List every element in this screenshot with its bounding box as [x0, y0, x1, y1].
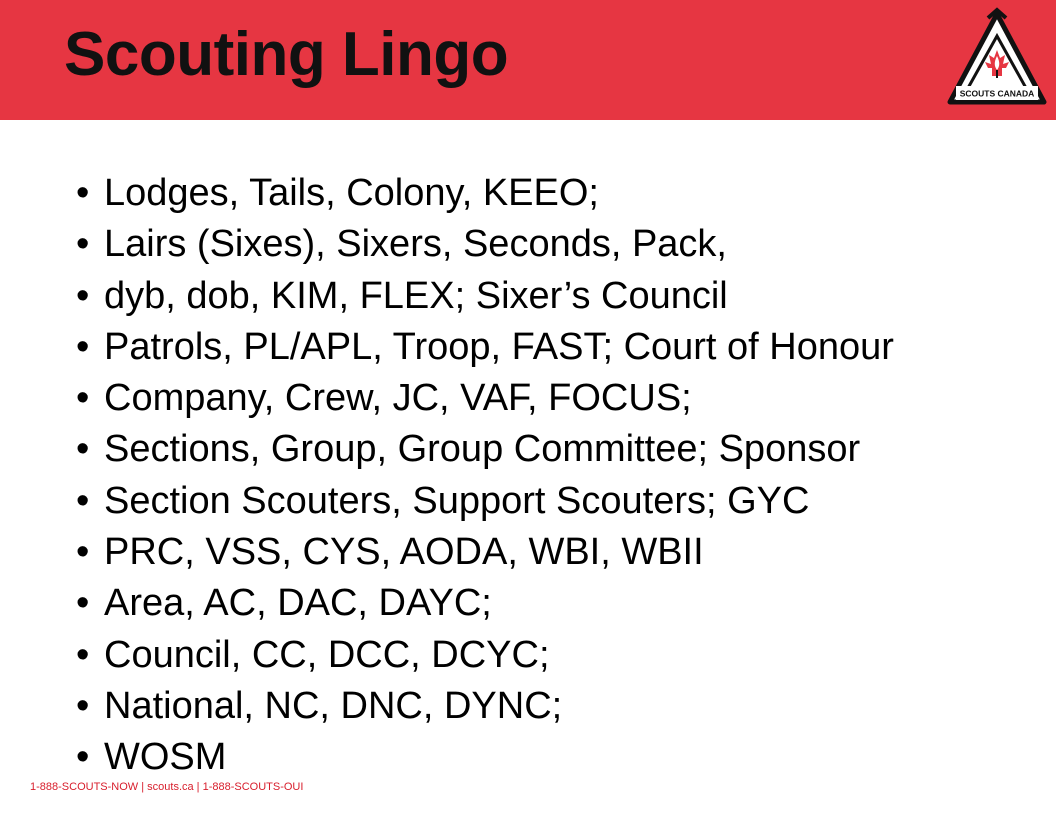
scouts-canada-logo-icon [944, 6, 1050, 112]
bullet-item [76, 322, 894, 373]
bullet-text: Council, CC, DCC, DCYC; [104, 633, 550, 676]
bullet-mark: • [76, 223, 90, 266]
bullet-item [76, 732, 894, 783]
bullet-mark: • [76, 428, 90, 471]
bullet-item [76, 630, 894, 681]
slide-title: Scouting Lingo [64, 20, 509, 89]
bullet-item [76, 424, 894, 475]
bullet-mark: • [76, 479, 90, 522]
bullet-item [76, 681, 894, 732]
bullet-mark: • [76, 274, 90, 317]
bullet-text: Section Scouters, Support Scouters; GYC [104, 479, 810, 522]
bullet-mark: • [76, 172, 90, 214]
bullet-text: Area, AC, DAC, DAYC; [104, 582, 492, 625]
bullet-list [76, 168, 894, 784]
bullet-text: Patrols, PL/APL, Troop, FAST; Court of Honour [104, 325, 894, 368]
bullet-text: National, NC, DNC, DYNC; [104, 684, 563, 727]
bullet-item [76, 373, 894, 424]
logo-text: SCOUTS CANADA [959, 88, 1035, 99]
bullet-text: PRC, VSS, CYS, AODA, WBI, WBII [104, 531, 704, 574]
bullet-mark: • [76, 531, 90, 574]
bullet-text: Sections, Group, Group Committee; Sponsor [104, 428, 861, 471]
bullet-mark: • [76, 633, 90, 676]
bullet-text: Company, Crew, JC, VAF, FOCUS; [104, 377, 692, 420]
bullet-item [76, 219, 894, 270]
bullet-text: Lairs (Sixes), Sixers, Seconds, Pack, [104, 223, 727, 266]
bullet-item [76, 168, 894, 219]
bullet-text: dyb, dob, KIM, FLEX; Sixer’s Council [104, 274, 728, 317]
title-bar [0, 0, 1056, 120]
bullet-mark: • [76, 377, 90, 420]
bullet-item [76, 476, 894, 527]
bullet-mark: • [76, 684, 90, 727]
bullet-item [76, 578, 894, 629]
bullet-item [76, 271, 894, 322]
bullet-mark: • [76, 582, 90, 625]
bullet-mark: • [76, 325, 90, 368]
footer-contact: 1-888-SCOUTS-NOW | scouts.ca | 1-888-SCOUTS-OUI [30, 781, 304, 793]
bullet-text: Lodges, Tails, Colony, KEEO; [104, 172, 599, 214]
bullet-item [76, 527, 894, 578]
bullet-text: WOSM [104, 736, 227, 779]
bullet-mark: • [76, 736, 90, 779]
